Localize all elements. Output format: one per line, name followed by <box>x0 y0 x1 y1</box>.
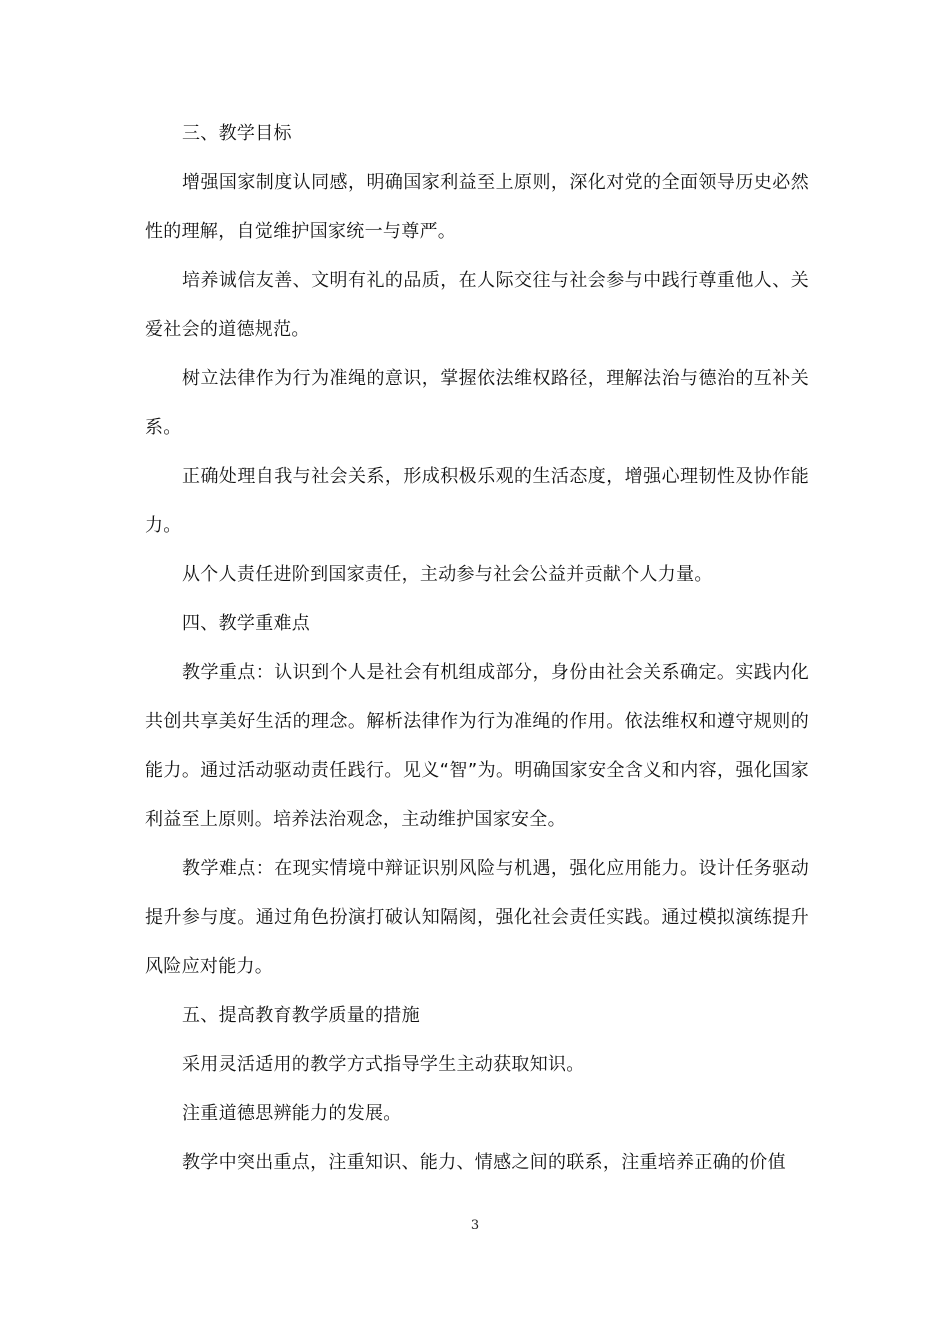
objectives-paragraph-1: 增强国家制度认同感，明确国家利益至上原则，深化对党的全面领导历史必然性的理解，自觉维护国家统一与尊严。 <box>145 172 809 242</box>
objectives-paragraph-4: 正确处理自我与社会关系，形成积极乐观的生活态度，增强心理韧性及协作能力。 <box>145 466 809 536</box>
measures-paragraph-3: 教学中突出重点，注重知识、能力、情感之间的联系，注重培养正确的价值 <box>182 1152 786 1173</box>
measures-paragraph-2: 注重道德思辨能力的发展。 <box>182 1103 402 1124</box>
page-number: 3 <box>470 1218 480 1233</box>
measures-paragraph-1: 采用灵活适用的教学方式指导学生主动获取知识。 <box>182 1054 585 1075</box>
section-heading-key-points: 四、教学重难点 <box>182 613 311 634</box>
section-heading-objectives: 三、教学目标 <box>182 123 292 144</box>
difficulties-paragraph: 教学难点：在现实情境中辩证识别风险与机遇，强化应用能力。设计任务驱动提升参与度。通过角色扮演打破认知隔阂，强化社会责任实践。通过模拟演练提升风险应对能力。 <box>145 858 809 977</box>
page-content <box>145 109 809 1187</box>
objectives-paragraph-3: 树立法律作为行为准绳的意识，掌握依法维权路径，理解法治与德治的互补关系。 <box>145 368 809 438</box>
key-points-paragraph: 教学重点：认识到个人是社会有机组成部分，身份由社会关系确定。实践内化共创共享美好生活的理念。解析法律作为行为准绳的作用。依法维权和遵守规则的能力。通过活动驱动责任践行。见义“智”为。明确国家安全含义和内容，强化国家利益至上原则。培养法治观念，主动维护国家安全。 <box>145 662 809 830</box>
objectives-paragraph-5: 从个人责任进阶到国家责任，主动参与社会公益并贡献个人力量。 <box>182 564 713 585</box>
section-heading-measures: 五、提高教育教学质量的措施 <box>182 1005 420 1026</box>
objectives-paragraph-2: 培养诚信友善、文明有礼的品质，在人际交往与社会参与中践行尊重他人、关爱社会的道德规范。 <box>145 270 809 340</box>
